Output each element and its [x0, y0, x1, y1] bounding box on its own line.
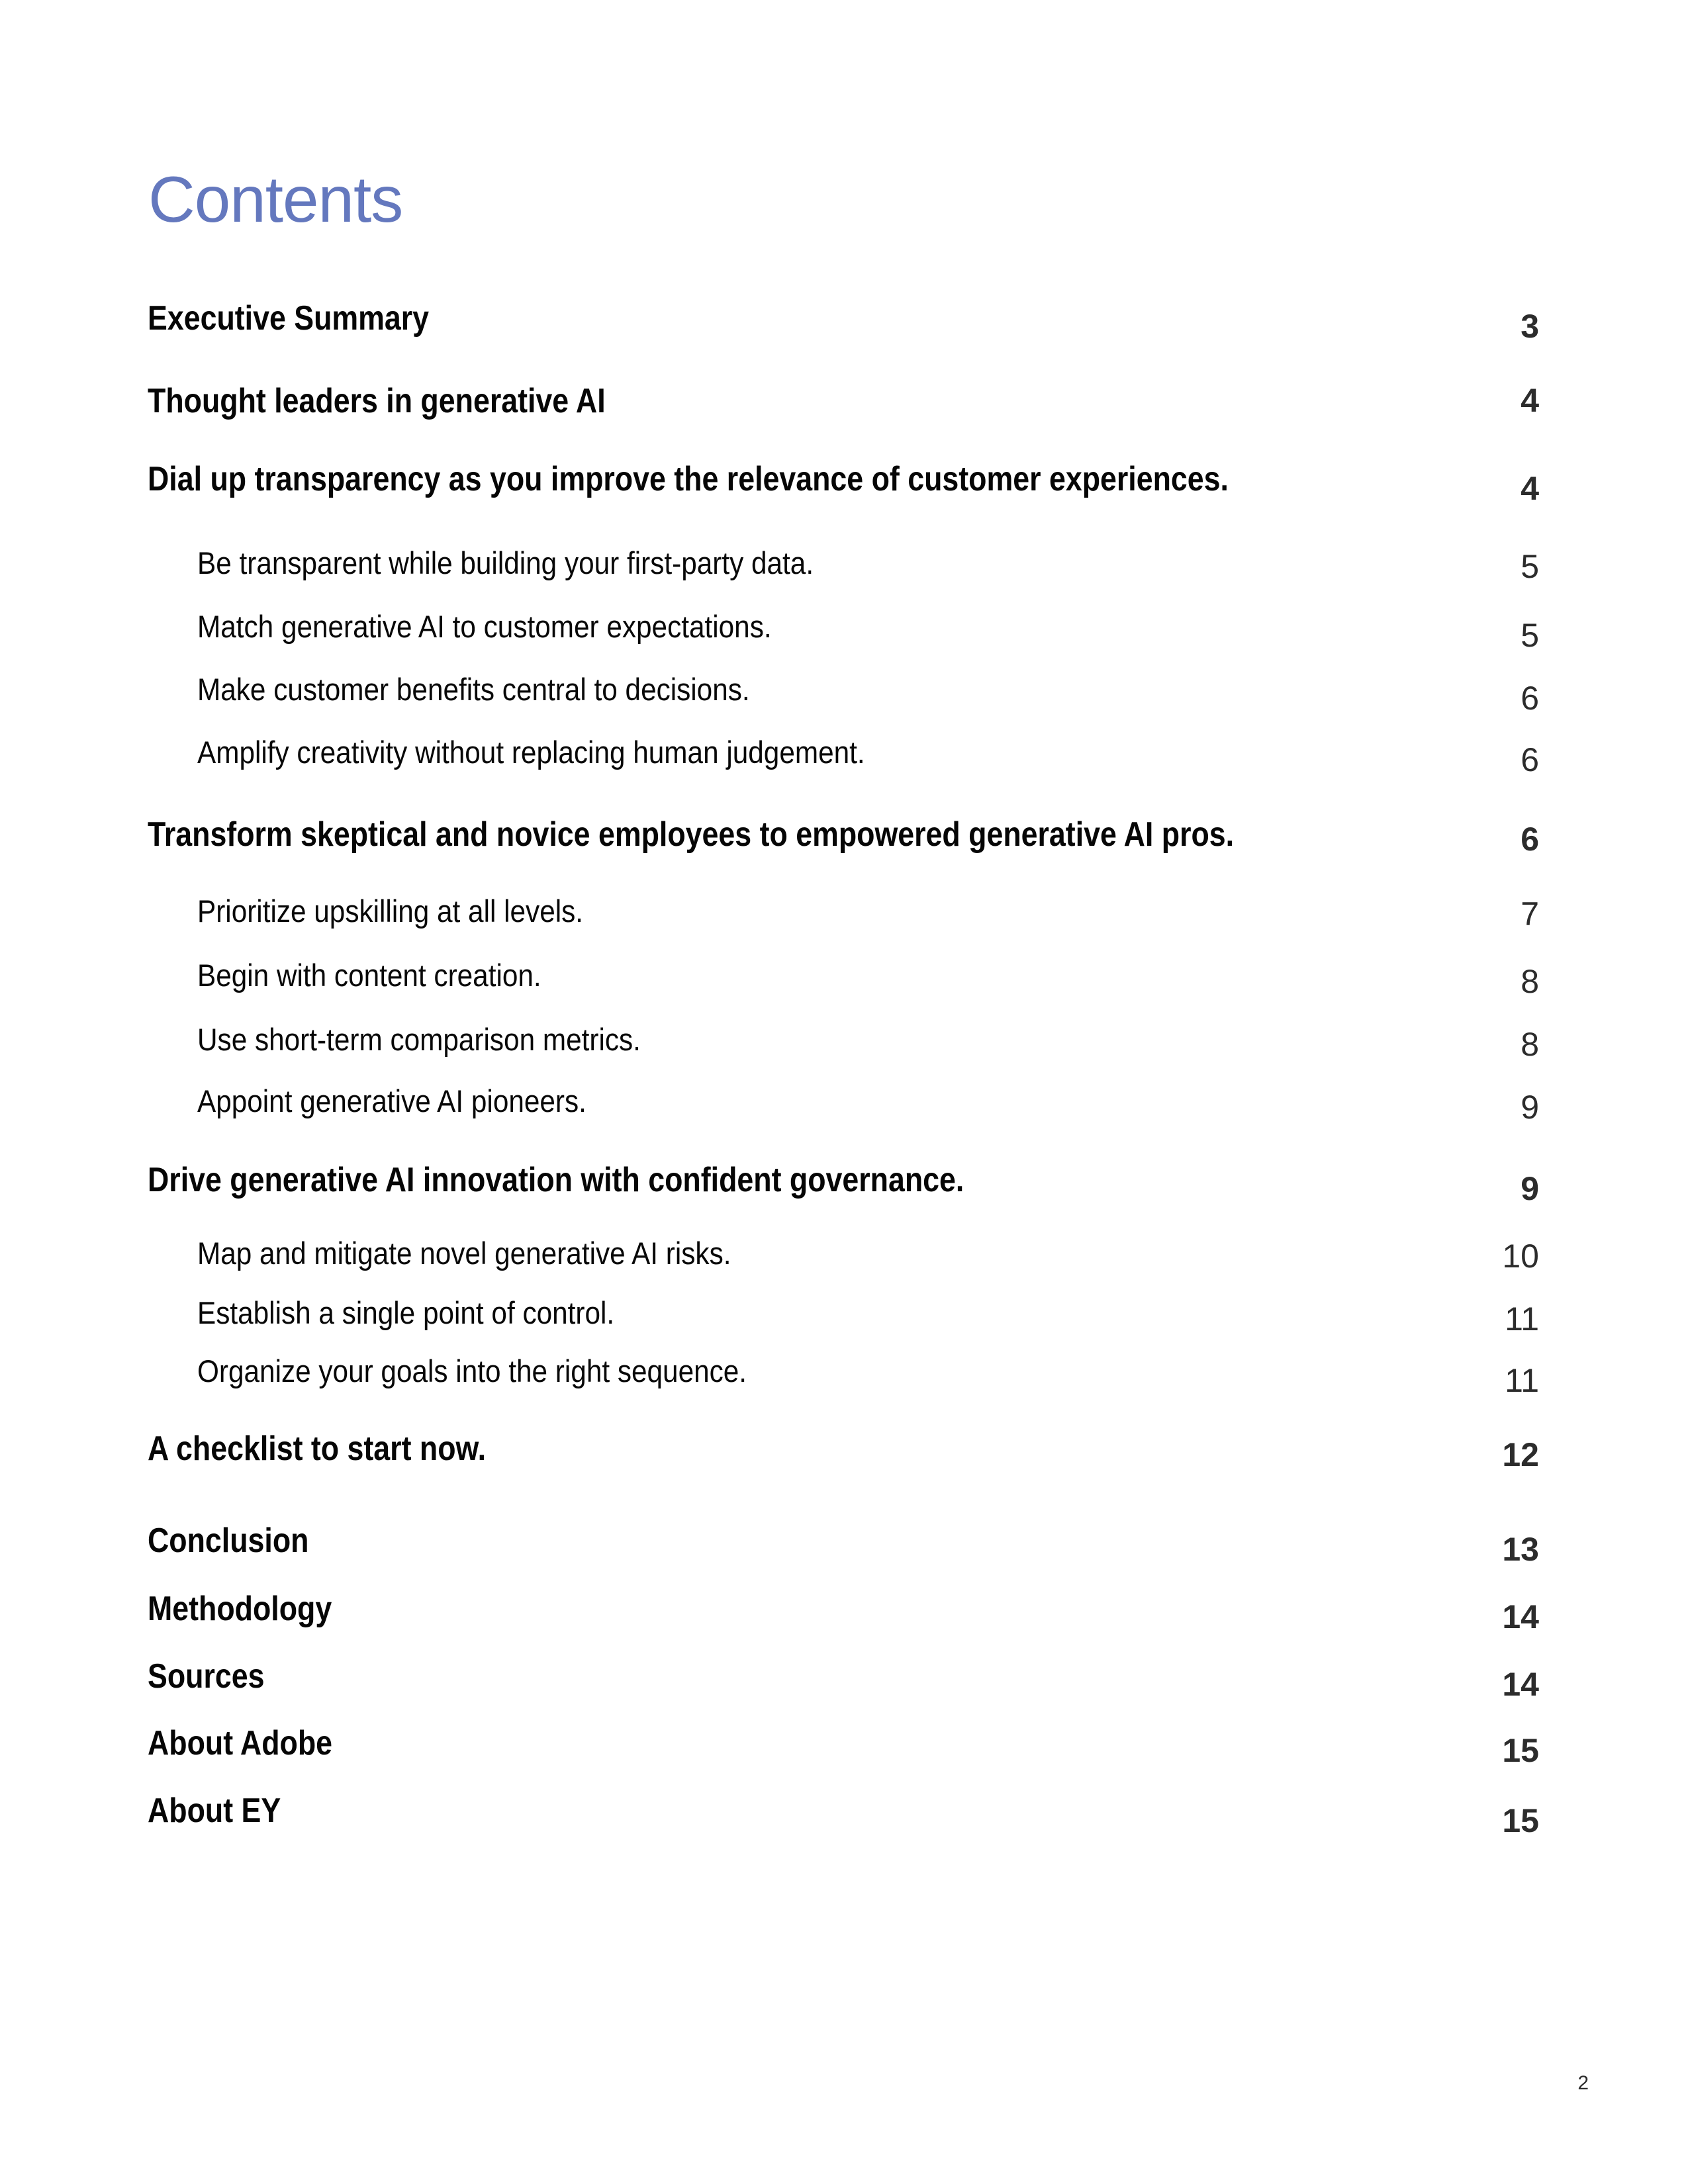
toc-entry-page: 15 [1502, 1802, 1539, 1839]
toc-entry-label[interactable]: Transform skeptical and novice employees to empowered generative AI pros. [148, 815, 1235, 854]
toc-entry-page: 9 [1521, 1170, 1539, 1207]
toc-entry-page: 3 [1521, 308, 1539, 345]
toc-subentry-page: 7 [1521, 895, 1539, 933]
toc-entry-label[interactable]: About Adobe [148, 1724, 333, 1762]
toc-subentry-label[interactable]: Appoint generative AI pioneers. [197, 1083, 586, 1118]
toc-subentry-page: 9 [1521, 1089, 1539, 1126]
toc-entry-page: 4 [1521, 470, 1539, 507]
page-number: 2 [1577, 2072, 1589, 2094]
toc-subentry-label[interactable]: Begin with content creation. [197, 958, 541, 993]
toc-subentry-label[interactable]: Amplify creativity without replacing human judgement. [197, 735, 865, 770]
toc-entry-page: 4 [1521, 382, 1539, 419]
toc-subentry-label[interactable]: Be transparent while building your first-party data. [197, 545, 814, 580]
toc-subentry-page: 10 [1502, 1238, 1539, 1275]
toc-entry-label[interactable]: Drive generative AI innovation with confident governance. [148, 1161, 964, 1199]
toc-subentry-label[interactable]: Establish a single point of control. [197, 1295, 615, 1330]
toc-subentry-label[interactable]: Organize your goals into the right sequence. [197, 1353, 747, 1388]
toc-entry-label[interactable]: Thought leaders in generative AI [148, 382, 606, 420]
toc-entry-label[interactable]: A checklist to start now. [148, 1430, 487, 1468]
toc-entry-label[interactable]: Methodology [148, 1590, 332, 1628]
toc-entry-label[interactable]: Executive Summary [148, 299, 430, 338]
toc-subentry-page: 5 [1521, 548, 1539, 585]
toc-entry-page: 15 [1502, 1732, 1539, 1769]
toc-subentry-page: 6 [1521, 741, 1539, 778]
toc-subentry-page: 6 [1521, 680, 1539, 717]
toc-entry-page: 6 [1521, 821, 1539, 858]
toc-subentry-label[interactable]: Map and mitigate novel generative AI risks. [197, 1236, 731, 1271]
toc-entry-page: 13 [1502, 1531, 1539, 1568]
toc-subentry-page: 11 [1505, 1362, 1539, 1399]
toc-entry-label[interactable]: Conclusion [148, 1522, 309, 1560]
toc-subentry-page: 11 [1505, 1300, 1539, 1338]
toc-entry-page: 14 [1502, 1598, 1539, 1635]
toc-entry-label[interactable]: Sources [148, 1657, 265, 1696]
toc-subentry-page: 8 [1521, 963, 1539, 1000]
toc-subentry-label[interactable]: Match generative AI to customer expectations. [197, 609, 772, 644]
toc-subentry-label[interactable]: Make customer benefits central to decisions. [197, 672, 750, 707]
toc-entry-label[interactable]: Dial up transparency as you improve the relevance of customer experiences. [148, 460, 1229, 498]
page-title: Contents [148, 163, 403, 236]
toc-subentry-label[interactable]: Prioritize upskilling at all levels. [197, 893, 584, 929]
toc-subentry-label[interactable]: Use short-term comparison metrics. [197, 1022, 641, 1057]
toc-entry-label[interactable]: About EY [148, 1792, 281, 1830]
toc-subentry-page: 5 [1521, 617, 1539, 654]
toc-entry-page: 12 [1502, 1436, 1539, 1473]
toc-entry-page: 14 [1502, 1666, 1539, 1703]
toc-subentry-page: 8 [1521, 1026, 1539, 1063]
